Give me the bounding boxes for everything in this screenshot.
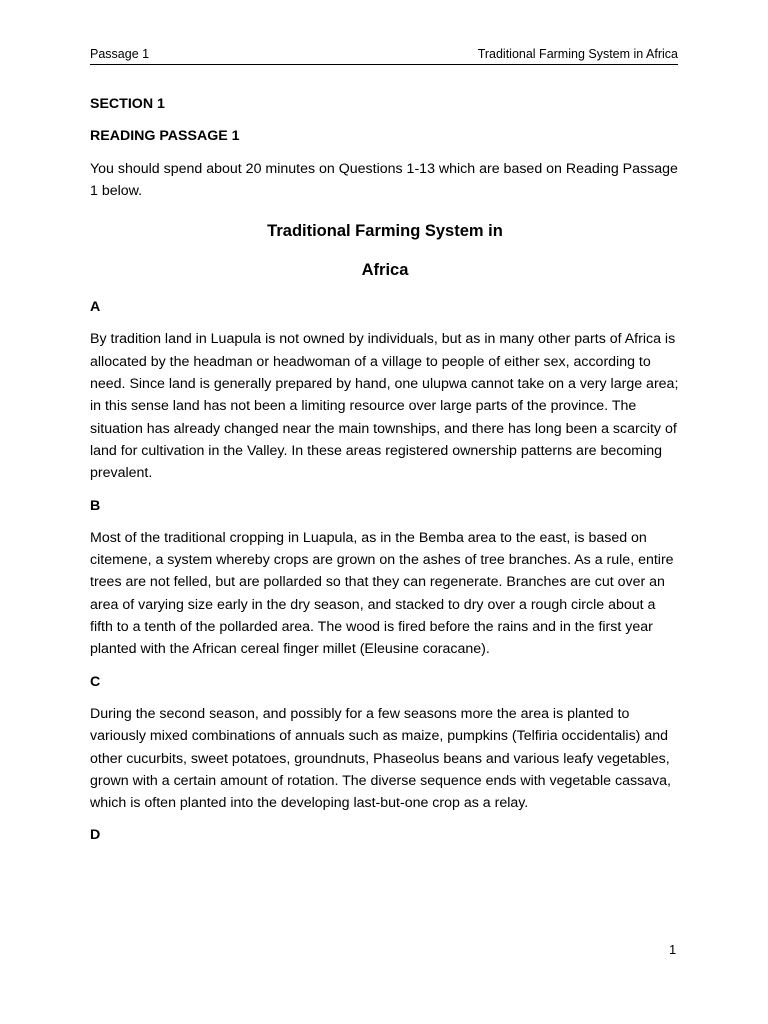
paragraph-c: During the second season, and possibly for a few seasons more the area is planted to variously mixed combinations of annuals such as maize, pumpkins (Telfiria occidentalis) and other cucurbits, sweet potatoes, groundnuts, Phaseolus beans and various leafy vegetables, grown with a certain amount of rotation. The diverse sequence ends with vegetable cassava, which is often planted into the developing last-but-one crop as a relay. [90, 705, 671, 812]
paragraph-letter-c: C [90, 673, 101, 690]
title-line-2: Africa [361, 261, 409, 280]
header-left: Passage 1 [90, 47, 150, 61]
header-right: Traditional Farming System in Africa [477, 47, 678, 61]
document-title [90, 212, 680, 290]
intro-instructions: You should spend about 20 minutes on Questions 1-13 which are based on Reading Passage 1 below. [90, 160, 678, 199]
section-label: SECTION 1 [90, 96, 165, 112]
body-text [90, 93, 680, 857]
paragraph-letter-b: B [90, 497, 101, 514]
paragraph-letter-d: D [90, 827, 101, 844]
paragraph-letter-a: A [90, 299, 101, 316]
paragraph-b: Most of the traditional cropping in Luapula, as in the Bemba area to the east, is based on citemene, a system whereby crops are grown on the ashes of tree branches. As a rule, entire trees are not felled, but are pollarded so that they can regenerate. Branches are cut over an area of varying size early in the dry season, and stacked to dry over a rough circle about a fifth to a tenth of the pollarded area. The wood is fired before the rains and in the first year planted with the African cereal finger millet (Eleusine coracane). [90, 529, 674, 658]
paragraph-a: By tradition land in Luapula is not owned by individuals, but as in many other parts of Africa is allocated by the headman or headwoman of a village to people of either sex, according to need. Since land is generally prepared by hand, one ulupwa cannot take on a very large area; in this sense land has not been a limiting resource over large parts of the province. The situation has already changed near the main townships, and there has long been a scarcity of land for cultivation in the Valley. In these areas registered ownership patterns are becoming prevalent. [90, 331, 679, 482]
reading-passage-label: READING PASSAGE 1 [90, 128, 240, 145]
title-line-1: Traditional Farming System in [267, 222, 503, 241]
page-number: 1 [669, 942, 677, 957]
running-header [90, 47, 678, 65]
document-page [90, 0, 680, 1024]
